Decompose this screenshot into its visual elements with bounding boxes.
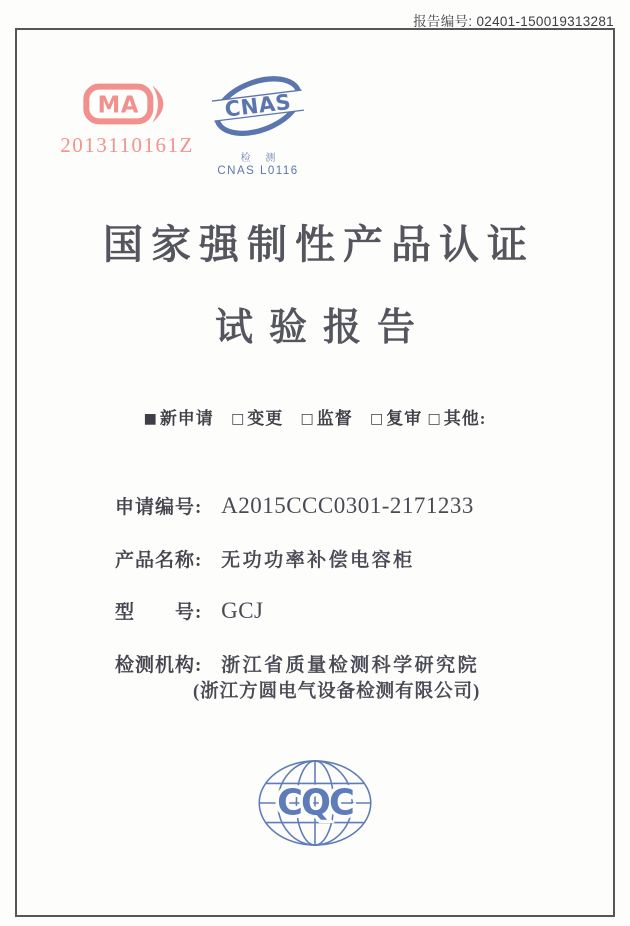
cma-accreditation-block: [58, 83, 196, 158]
report-number-label: 报告编号:: [413, 14, 473, 29]
cqc-letters: CQC: [277, 782, 353, 824]
cnas-caption-chinese: 检 测: [240, 153, 282, 164]
checkbox-new-application: [144, 409, 214, 428]
checkbox-filled-icon: ■: [143, 411, 158, 427]
cqc-globe-icon: [256, 758, 374, 848]
checkbox-label: 其他:: [443, 409, 487, 428]
checkbox-empty-icon: □: [231, 411, 246, 427]
cma-logo-icon: [83, 83, 171, 125]
checkbox-review: [370, 409, 422, 428]
checkbox-label: 新申请: [159, 409, 214, 428]
checkbox-label: 变更: [247, 409, 284, 428]
document-subtitle: 试验报告: [214, 307, 431, 349]
field-model: [115, 597, 263, 624]
cma-certificate-number: 2013110161Z: [60, 133, 194, 157]
cqc-logo-block: [0, 758, 630, 853]
cnas-letters: CNAS: [223, 88, 293, 122]
cnas-logo-icon: [210, 74, 306, 142]
document-title: 国家强制性产品认证: [103, 222, 535, 267]
field-value-secondary: (浙江方圆电气设备检测有限公司): [193, 682, 481, 702]
field-application-number: [115, 492, 474, 519]
field-value: GCJ: [221, 598, 264, 623]
checkbox-empty-icon: □: [370, 411, 385, 427]
field-label: 申请编号:: [115, 497, 203, 518]
cnas-accreditation-block: [203, 74, 313, 177]
field-testing-organization-alias: [193, 677, 480, 703]
field-label: 型 号:: [115, 602, 203, 623]
checkbox-supervision: [301, 409, 353, 428]
application-type-row: [0, 404, 630, 429]
field-label: 产品名称:: [115, 550, 203, 571]
field-value: 无功功率补偿电容柜: [221, 550, 415, 571]
checkbox-label: 监督: [316, 409, 353, 428]
checkbox-other: [428, 409, 487, 428]
field-label: 检测机构:: [115, 655, 203, 676]
cma-letters: MA: [97, 92, 140, 119]
checkbox-change: [231, 409, 283, 428]
field-testing-organization: [115, 650, 479, 677]
field-value: 浙江省质量检测科学研究院: [221, 655, 480, 676]
cnas-lab-code: CNAS L0116: [217, 165, 299, 177]
checkbox-empty-icon: □: [427, 411, 442, 427]
checkbox-label: 复审: [386, 409, 423, 428]
field-product-name: [115, 545, 415, 572]
checkbox-empty-icon: □: [300, 411, 315, 427]
report-number-value: 02401-150019313281: [476, 14, 614, 29]
report-number: [413, 10, 614, 30]
field-value: A2015CCC0301-2171233: [221, 493, 474, 518]
